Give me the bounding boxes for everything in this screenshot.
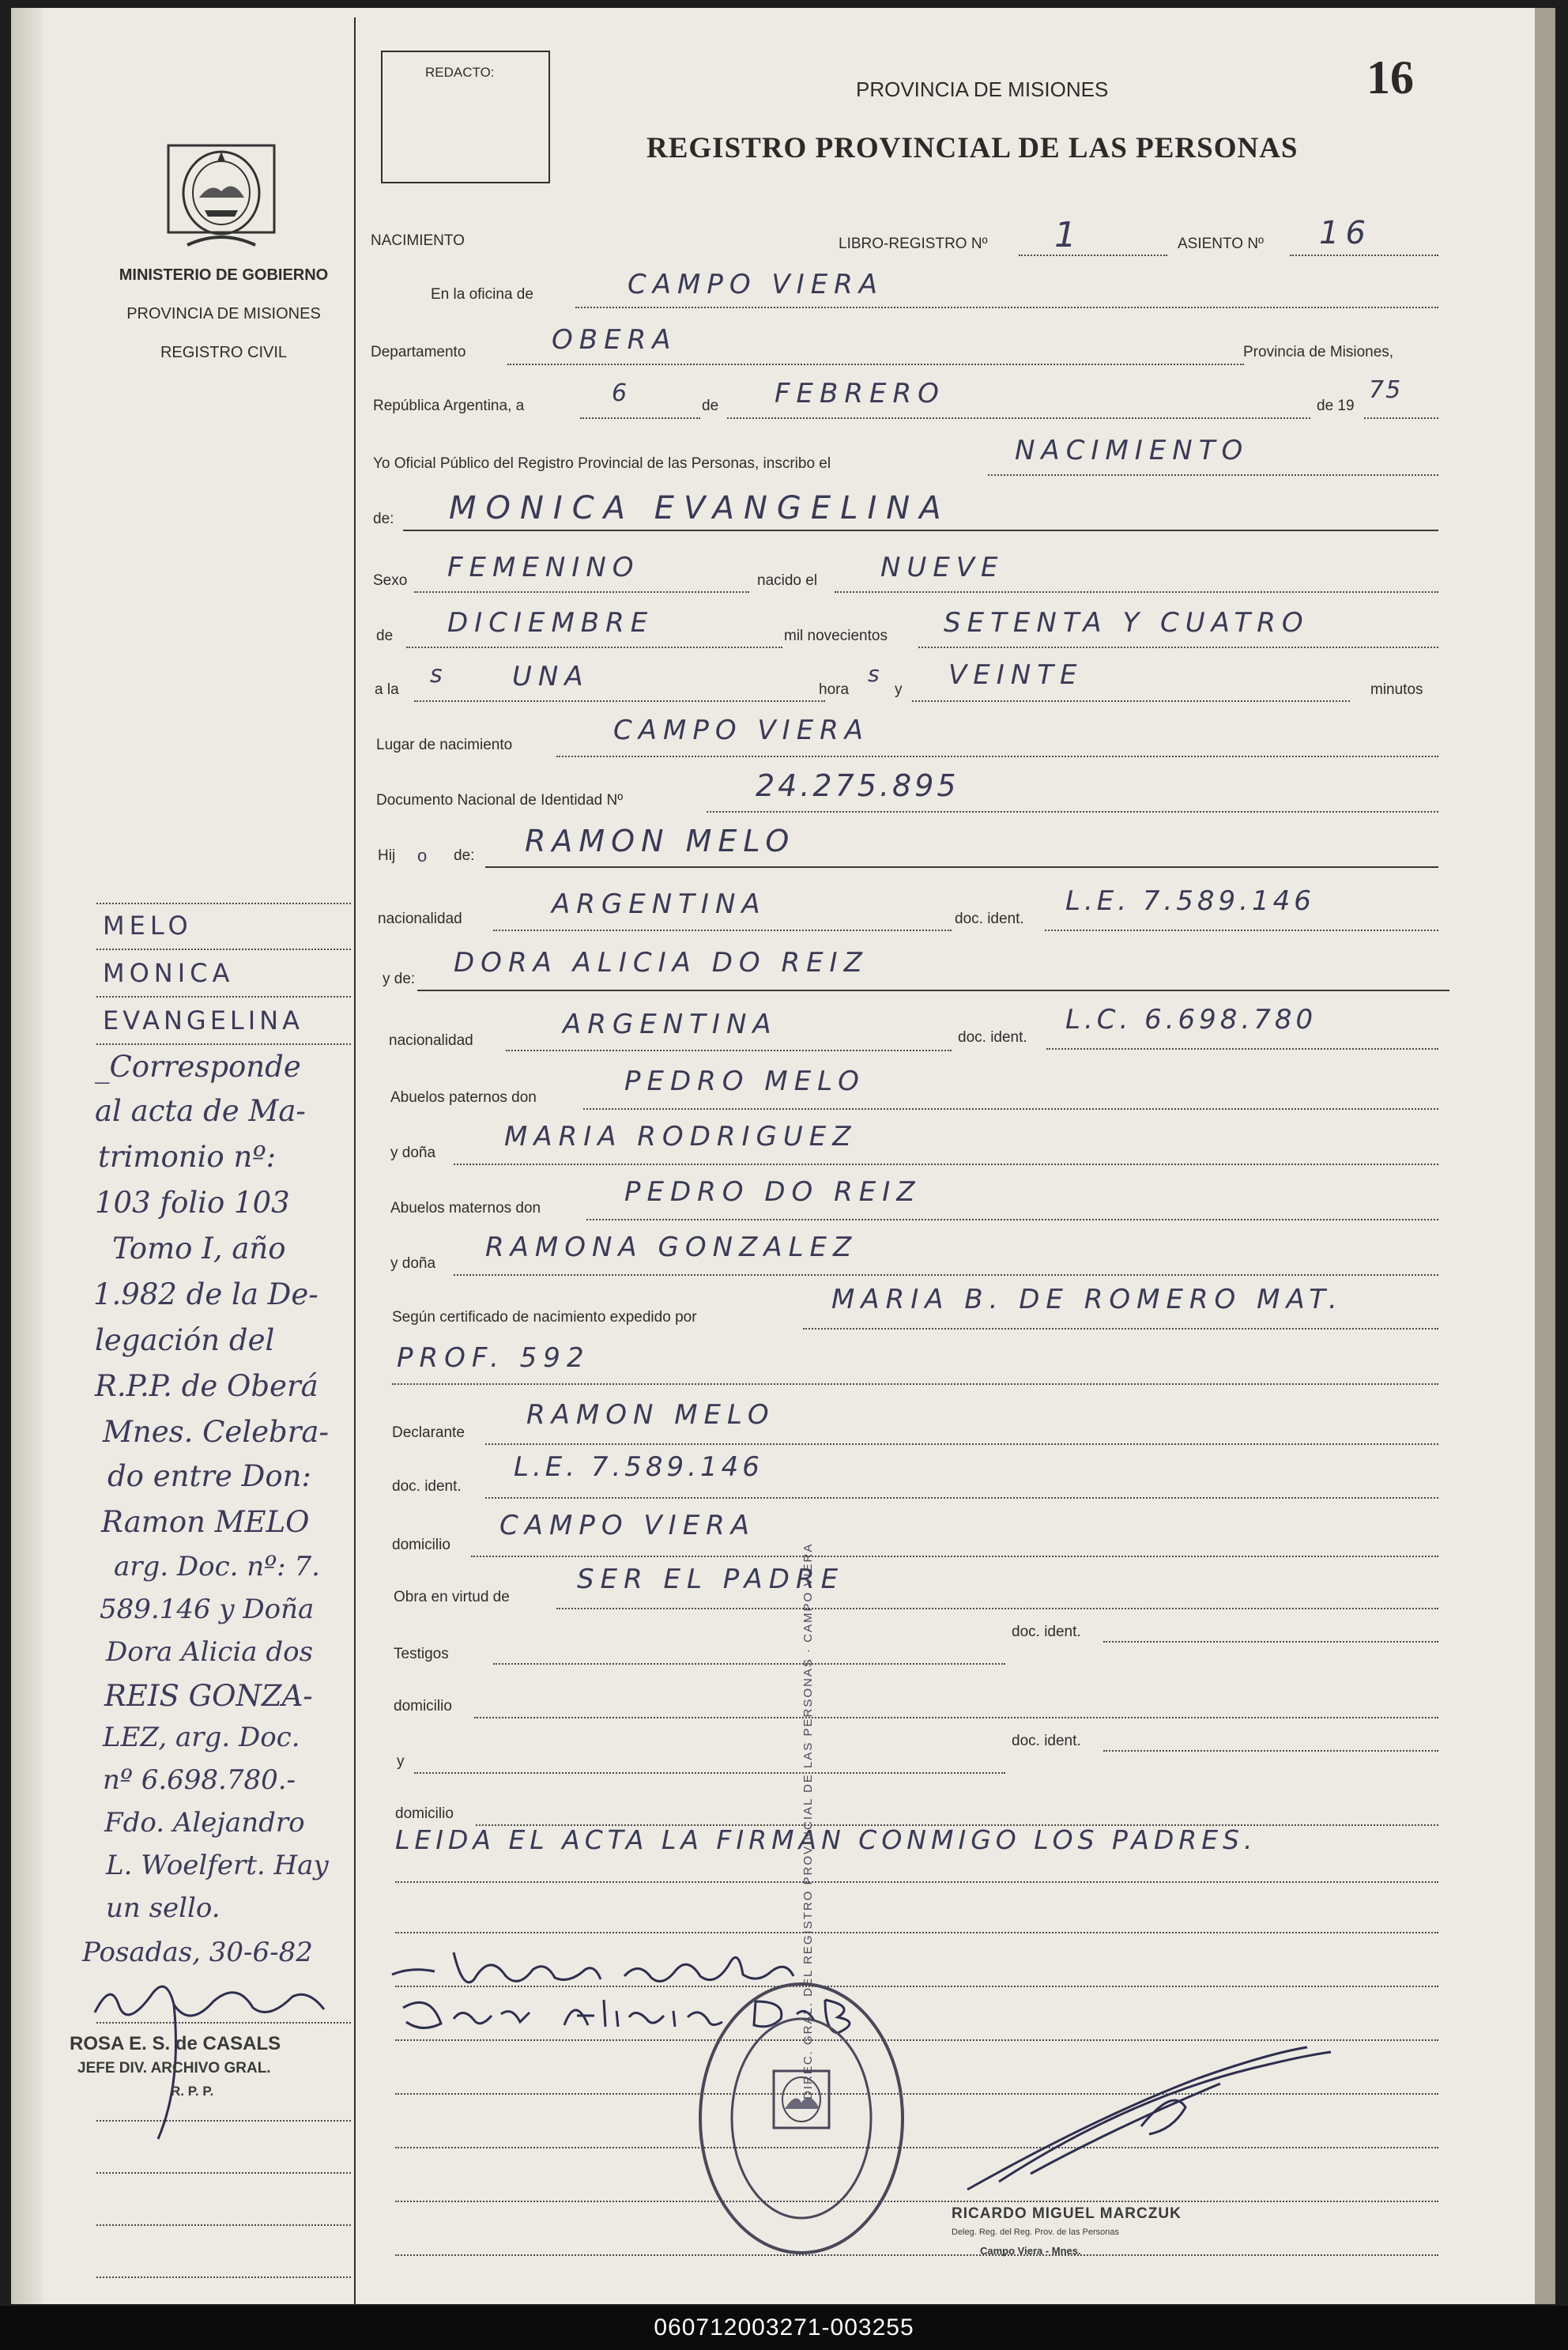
obra-label: Obra en virtud de — [394, 1589, 510, 1605]
anio-dotted-line — [1364, 417, 1438, 419]
margin-note-line: Posadas, 30-6-82 — [82, 1937, 313, 1968]
domicilio-value: CAMPO VIERA — [499, 1510, 756, 1541]
anio-nac-value: SETENTA Y CUATRO — [944, 607, 1310, 639]
testigo2-dotted-line — [414, 1772, 1005, 1774]
madre-line — [417, 990, 1449, 991]
provincia-label: Provincia de Misiones, — [1243, 344, 1394, 360]
abuelo-mat-value: PEDRO DO REIZ — [624, 1176, 922, 1208]
obra-dotted-line — [556, 1608, 1438, 1609]
abuelos-mat-label: Abuelos maternos don — [390, 1200, 541, 1216]
margin-note-line: MELO — [103, 911, 193, 941]
nacionalidad-label: nacionalidad — [378, 911, 462, 927]
doc-ident-label: doc. ident. — [955, 911, 1024, 927]
padre-line — [485, 866, 1438, 868]
republica-label: República Argentina, a — [373, 398, 525, 414]
margin-note-line: Tomo I, año — [112, 1232, 286, 1266]
hora-value: UNA — [512, 661, 590, 692]
abuela-mat-dotted-line — [454, 1274, 1438, 1276]
de-label: de — [702, 398, 719, 414]
minutos-label: minutos — [1370, 681, 1423, 698]
sexo-dotted-line — [414, 591, 749, 593]
domicilio-dotted-line — [471, 1556, 1438, 1557]
margin-line — [96, 1043, 351, 1045]
blank-line — [395, 1881, 1438, 1883]
ministry-registry: REGISTRO CIVIL — [160, 344, 288, 361]
margin-note-line: MONICA — [103, 958, 235, 988]
nacido-label: nacido el — [757, 572, 818, 589]
margin-line — [96, 949, 351, 950]
testigo1-doc-dotted-line — [1103, 1641, 1438, 1643]
doc-ident2-label: doc. ident. — [958, 1029, 1027, 1046]
doc-ident4-label: doc. ident. — [1012, 1624, 1081, 1640]
oficina-dotted-line — [575, 307, 1438, 308]
prof-dotted-line — [392, 1383, 1438, 1385]
margin-note-line: R.P.P. de Oberá — [95, 1369, 318, 1403]
lugar-dotted-line — [556, 756, 1438, 757]
ydona2-label: y doña — [390, 1255, 436, 1272]
archive-stamp-line1: ROSA E. S. de CASALS — [70, 2033, 281, 2054]
ala-s: s — [430, 661, 449, 688]
certificado-label: Según certificado de nacimiento expedido por — [392, 1309, 697, 1326]
nombre-value: MONICA EVANGELINA — [449, 490, 951, 526]
province-coat-of-arms-icon — [164, 134, 279, 253]
madre-doc-value: L.C. 6.698.780 — [1065, 1004, 1317, 1035]
margin-note-line: al acta de Ma- — [95, 1094, 306, 1128]
page-edge — [1535, 8, 1555, 2304]
dni-value: 24.275.895 — [756, 768, 959, 803]
mes-nac-value: DICIEMBRE — [447, 607, 654, 639]
asiento-label: ASIENTO Nº — [1178, 236, 1264, 252]
hijo-label: Hij — [378, 847, 396, 864]
nacido-dotted-line — [835, 591, 1438, 593]
lugar-label: Lugar de nacimiento — [376, 737, 513, 753]
official-stamp-name: RICARDO MIGUEL MARCZUK — [952, 2205, 1182, 2222]
official-stamp-line3: Campo Viera - Mnes. — [980, 2245, 1081, 2257]
abuela-pat-value: MARIA RODRIGUEZ — [504, 1121, 858, 1152]
margin-line — [96, 2224, 351, 2226]
sexo-value: FEMENINO — [447, 552, 640, 583]
margin-note-line: trimonio nº: — [98, 1140, 277, 1174]
hijo-o: o — [417, 846, 428, 866]
madre-doc-dotted-line — [1046, 1048, 1438, 1050]
margin-note-line: EVANGELINA — [103, 1005, 303, 1035]
madre-value: DORA ALICIA DO REIZ — [454, 947, 869, 979]
padre-doc-value: L.E. 7.589.146 — [1065, 885, 1315, 917]
blank-line — [395, 2254, 1438, 2256]
abuela-mat-value: RAMONA GONZALEZ — [485, 1232, 858, 1263]
dia-dotted-line — [580, 417, 700, 419]
testigo2-doc-dotted-line — [1103, 1750, 1438, 1752]
anio-label: de 19 — [1317, 398, 1355, 414]
nacimiento-label: NACIMIENTO — [371, 232, 465, 249]
document-id-footer: 060712003271-003255 — [0, 2306, 1568, 2350]
mes-value: FEBRERO — [775, 378, 945, 409]
departamento-dotted-line — [507, 364, 1244, 365]
margin-note-line: Dora Alicia dos — [106, 1636, 314, 1668]
archive-stamp-line3: R. P. P. — [171, 2084, 214, 2099]
oficina-label: En la oficina de — [431, 286, 533, 303]
certificado-dotted-line — [803, 1328, 1438, 1330]
mes-dotted-line — [727, 417, 1310, 419]
binding-edge — [11, 8, 43, 2304]
leida-text: LEIDA EL ACTA LA FIRMAN CONMIGO LOS PADRES. — [395, 1824, 1257, 1855]
abuela-pat-dotted-line — [454, 1164, 1438, 1165]
declarante-doc-value: L.E. 7.589.146 — [514, 1451, 763, 1483]
abuelo-pat-value: PEDRO MELO — [624, 1066, 865, 1097]
domicilio-label: domicilio — [392, 1537, 450, 1553]
dni-dotted-line — [707, 811, 1438, 813]
padre-doc-dotted-line — [1045, 930, 1438, 931]
abuelo-mat-dotted-line — [586, 1219, 1438, 1220]
madre-nac-dotted-line — [506, 1050, 952, 1051]
asiento-dotted-line — [1290, 255, 1438, 256]
margin-note-line: 1.982 de la De- — [93, 1277, 318, 1311]
padre-nac-value: ARGENTINA — [552, 888, 767, 920]
margin-line — [96, 2172, 351, 2174]
libro-value: 1 — [1054, 215, 1083, 255]
madre-nac-value: ARGENTINA — [563, 1009, 778, 1040]
minutos-dotted-line — [912, 700, 1350, 702]
domicilio2-dotted-line — [474, 1717, 1438, 1718]
certificado-value: MARIA B. DE ROMERO MAT. — [831, 1284, 1344, 1315]
y-label: y — [895, 681, 903, 698]
libro-dotted-line — [1019, 255, 1167, 256]
margin-note-line: L. Woelfert. Hay — [106, 1850, 329, 1881]
nombre-line — [403, 530, 1438, 531]
hijo-de-label: de: — [454, 847, 475, 864]
document-page — [11, 8, 1546, 2304]
doc-ident3-label: doc. ident. — [392, 1478, 462, 1495]
testigos-dotted-line — [493, 1663, 1005, 1665]
abuelos-pat-label: Abuelos paternos don — [390, 1089, 537, 1106]
redacto-label: REDACTO: — [425, 65, 495, 80]
departamento-label: Departamento — [371, 344, 466, 360]
margin-line — [96, 996, 351, 998]
declarante-dotted-line — [485, 1443, 1438, 1445]
testigos-label: Testigos — [394, 1646, 449, 1662]
domicilio2-label: domicilio — [394, 1698, 452, 1714]
dia-value: 6 — [612, 379, 634, 407]
obra-value: SER EL PADRE — [577, 1564, 845, 1595]
nacionalidad2-label: nacionalidad — [389, 1032, 473, 1049]
de-nombre-label: de: — [373, 511, 394, 527]
padre-value: RAMON MELO — [525, 824, 796, 858]
hora-dotted-line — [414, 700, 825, 702]
asiento-value: 16 — [1319, 215, 1372, 251]
inscribo-value: NACIMIENTO — [1015, 435, 1250, 466]
seal-text: DIREC. GRAL. DEL REGISTRO PROVINCIAL DE LAS PERSONAS · CAMPO VIERA — [801, 1542, 815, 2099]
ministry-province: PROVINCIA DE MISIONES — [126, 305, 321, 323]
margin-note-line: _Corresponde — [95, 1050, 301, 1084]
dni-label: Documento Nacional de Identidad Nº — [376, 792, 624, 809]
anio-nac-dotted-line — [918, 647, 1438, 648]
margin-note-line: 589.146 y Doña — [100, 1594, 315, 1625]
declarante-value: RAMON MELO — [526, 1399, 775, 1431]
margin-note-line: LEZ, arg. Doc. — [103, 1722, 300, 1753]
province-heading: PROVINCIA DE MISIONES — [856, 77, 1109, 101]
margin-note-line: Mnes. Celebra- — [103, 1415, 329, 1449]
declarante-label: Declarante — [392, 1424, 465, 1441]
official-stamp-line2: Deleg. Reg. del Reg. Prov. de las Personas — [952, 2227, 1119, 2237]
margin-note-line: do entre Don: — [107, 1459, 311, 1493]
de2-label: de — [376, 628, 394, 644]
margin-note-line: Fdo. Alejandro — [104, 1807, 305, 1839]
nacido-value: NUEVE — [880, 552, 1004, 583]
margin-note-line: REIS GONZA- — [104, 1679, 313, 1713]
libro-label: LIBRO-REGISTRO Nº — [839, 236, 988, 252]
lugar-value: CAMPO VIERA — [613, 715, 870, 746]
hora-label: hora — [819, 681, 850, 698]
redacto-box — [381, 51, 550, 183]
prof-value: PROF. 592 — [397, 1342, 590, 1374]
ministry-name: MINISTERIO DE GOBIERNO — [119, 266, 329, 284]
inscribo-dotted-line — [988, 474, 1438, 476]
minutos-value: VEINTE — [948, 659, 1084, 691]
departamento-value: OBERA — [552, 324, 677, 356]
domicilio3-label: domicilio — [395, 1805, 454, 1822]
official-signature — [936, 2031, 1363, 2205]
padre-nac-dotted-line — [493, 930, 952, 931]
margin-note-line: arg. Doc. nº: 7. — [114, 1551, 320, 1582]
y2-label: y — [397, 1753, 405, 1770]
margin-line — [96, 2276, 351, 2278]
oficina-value: CAMPO VIERA — [628, 269, 884, 300]
yde-label: y de: — [383, 971, 416, 987]
archive-stamp-line2: JEFE DIV. ARCHIVO GRAL. — [77, 2060, 271, 2077]
doc-ident5-label: doc. ident. — [1012, 1733, 1081, 1749]
declarante-doc-dotted-line — [485, 1497, 1438, 1499]
registry-title: REGISTRO PROVINCIAL DE LAS PERSONAS — [646, 132, 1298, 164]
ala-label: a la — [375, 681, 399, 698]
margin-note-line: legación del — [95, 1323, 275, 1357]
hora-s: s — [868, 661, 886, 687]
anio-value: 75 — [1369, 376, 1403, 404]
mes-nac-dotted-line — [406, 647, 782, 648]
margin-note-line: 103 folio 103 — [95, 1186, 290, 1220]
margin-note-line: Ramon MELO — [101, 1505, 310, 1539]
mil-label: mil novecientos — [784, 628, 888, 644]
margin-note-line: nº 6.698.780.- — [103, 1764, 296, 1796]
abuelo-pat-dotted-line — [583, 1108, 1438, 1110]
margin-line — [96, 903, 351, 904]
page-number: 16 — [1366, 51, 1414, 104]
ydona-label: y doña — [390, 1145, 436, 1161]
oficial-label: Yo Oficial Público del Registro Provincial de las Personas, inscribo el — [373, 455, 831, 472]
margin-note-line: un sello. — [106, 1892, 220, 1924]
sexo-label: Sexo — [373, 572, 408, 589]
